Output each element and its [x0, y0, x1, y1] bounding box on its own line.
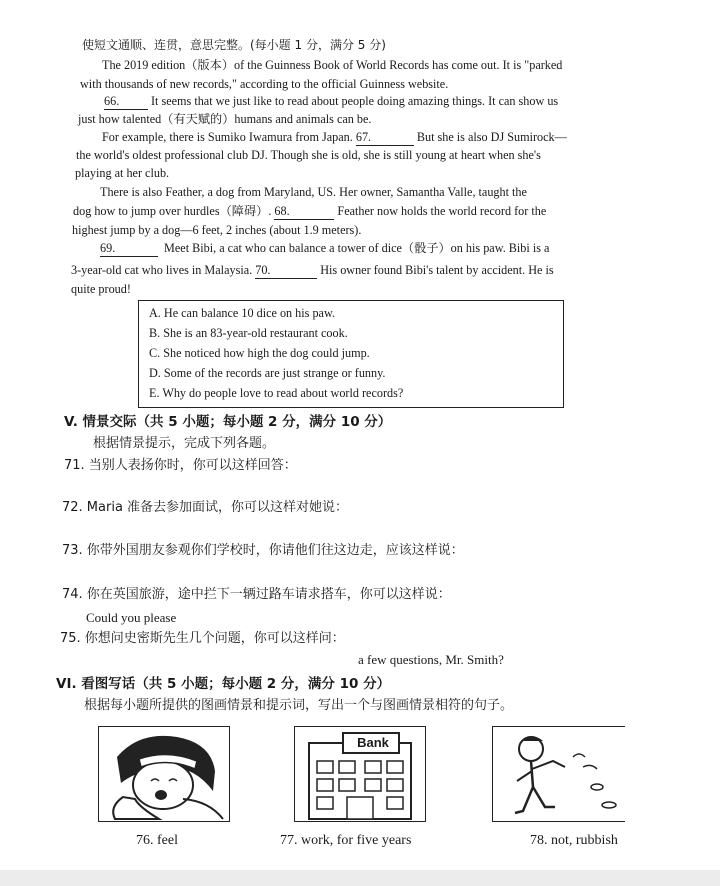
section-5-instruction: 根据情景提示，完成下列各题。	[93, 436, 276, 451]
option-a: A. He can balance 10 dice on his paw.	[149, 306, 336, 320]
passage-line: The 2019 edition（版本）of the Guinness Book of World Records has come out. It is "parked	[102, 58, 563, 72]
passage-line: with thousands of new records," according to the official Guinness website.	[80, 77, 449, 91]
question-75: 75. 你想问史密斯先生几个问题，你可以这样问：	[60, 631, 345, 646]
section-6-instruction: 根据每小题所提供的图画情景和提示词，写出一个与图画情景相符的句子。	[84, 698, 514, 713]
answer-blank-69[interactable]: 69.	[100, 240, 158, 257]
passage-line: playing at her club.	[75, 166, 170, 180]
passage-line: quite proud!	[71, 282, 131, 296]
passage-line-67: For example, there is Sumiko Iwamura from Japan. 67. But she is also DJ Sumirock—	[102, 130, 567, 144]
passage-line-69: 69. Meet Bibi, a cat who can balance a tower of dice（骰子）on his paw. Bibi is a	[100, 241, 550, 255]
answer-blank-67[interactable]: 67.	[356, 129, 414, 146]
question-74: 74. 你在英国旅游，途中拦下一辆过路车请求搭车，你可以这样说：	[62, 587, 451, 602]
picture-77	[294, 726, 426, 822]
question-72: 72. Maria 准备去参加面试，你可以这样对她说：	[62, 500, 349, 515]
passage-line: highest jump by a dog—6 feet, 2 inches (about 1.9 meters).	[72, 223, 362, 237]
option-d: D. Some of the records are just strange or funny.	[149, 366, 386, 380]
passage-instruction: 使短文通顺、连贯，意思完整。(每小题 1 分，满分 5 分)	[82, 38, 386, 52]
question-75-prompt: a few questions, Mr. Smith?	[358, 652, 504, 667]
option-b: B. She is an 83-year-old restaurant cook.	[149, 326, 348, 340]
answer-blank-70[interactable]: 70.	[255, 262, 317, 279]
caption-76: 76. feel	[136, 833, 178, 848]
question-71: 71. 当别人表扬你时，你可以这样回答：	[64, 458, 297, 473]
bank-sign: Bank	[357, 735, 389, 750]
caption-77: 77. work, for five years	[280, 833, 412, 848]
question-73: 73. 你带外国朋友参观你们学校时，你请他们往这边走，应该这样说：	[62, 543, 464, 558]
question-74-prompt: Could you please	[86, 610, 177, 625]
passage-line-66: 66. It seems that we just like to read about people doing amazing things. It can show us	[104, 94, 559, 108]
picture-78	[492, 726, 625, 822]
sick-child-illustration	[99, 727, 229, 821]
answer-blank-66[interactable]: 66.	[104, 93, 148, 110]
option-c: C. She noticed how high the dog could jump.	[149, 346, 370, 360]
passage-line: There is also Feather, a dog from Maryland, US. Her owner, Samantha Valle, taught the	[100, 185, 527, 199]
passage-line: just how talented（有天赋的）humans and animals can be.	[78, 112, 372, 126]
litter-illustration	[493, 727, 625, 821]
caption-78: 78. not, rubbish	[530, 833, 618, 848]
passage-line-68: dog how to jump over hurdles（障碍）. 68. Feather now holds the world record for the	[73, 204, 547, 218]
section-5-title: V. 情景交际（共 5 小题；每小题 2 分，满分 10 分）	[64, 414, 392, 430]
answer-blank-68[interactable]: 68.	[274, 203, 334, 220]
passage-line: the world's oldest professional club DJ. Though she is old, she is still young at heart when she's	[76, 148, 541, 162]
bottom-strip	[0, 870, 720, 886]
option-e: E. Why do people love to read about world records?	[149, 386, 404, 400]
passage-line-70: 3-year-old cat who lives in Malaysia. 70. His owner found Bibi's talent by accident. He is	[71, 263, 554, 277]
section-6-title: VI. 看图写话（共 5 小题；每小题 2 分，满分 10 分）	[56, 676, 391, 692]
options-box	[138, 300, 564, 408]
picture-76	[98, 726, 230, 822]
